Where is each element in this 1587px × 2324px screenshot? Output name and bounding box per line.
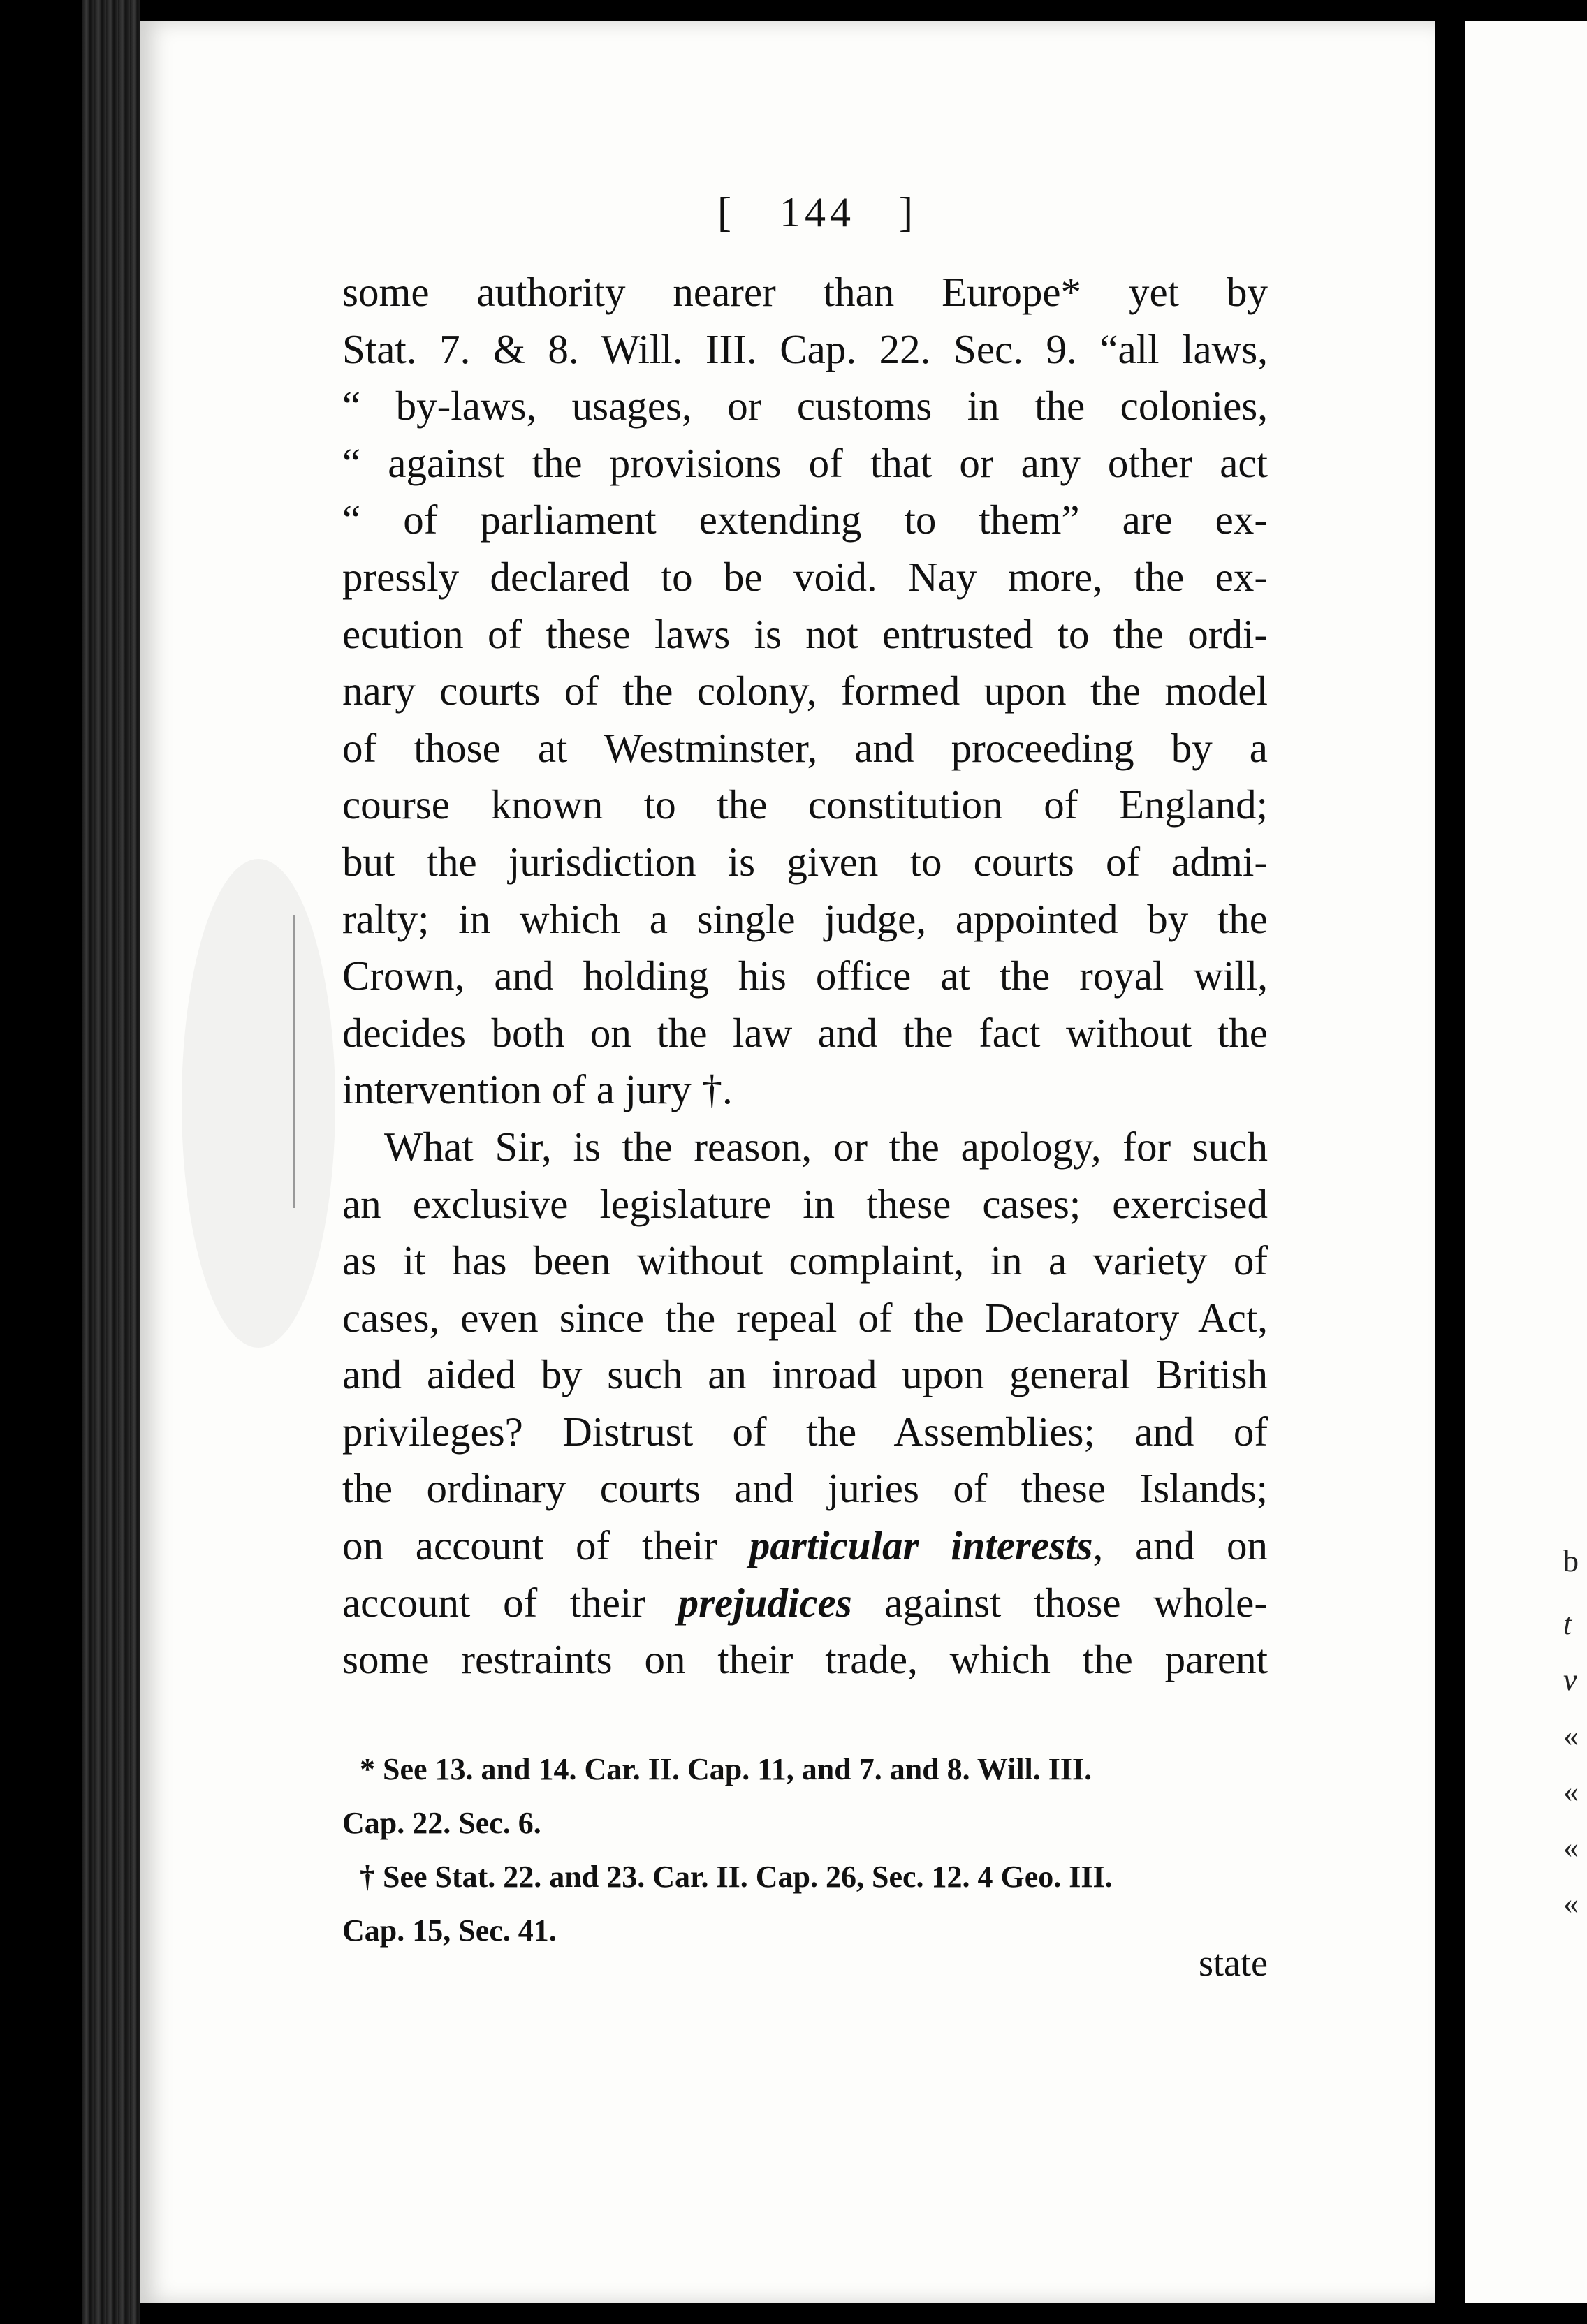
text-fragment: , and on [1092, 1522, 1268, 1569]
facing-text-fragment: « [1563, 1774, 1579, 1809]
text-line: the ordinary courts and juries of these Islands; [342, 1465, 1268, 1512]
text-line: ecution of these laws is not entrusted to the ordi- [342, 610, 1268, 657]
text-line: and aided by such an inroad upon general British [342, 1351, 1268, 1398]
text-line: some authority nearer than Europe* yet by [342, 269, 1268, 315]
facing-text-fragment: « [1563, 1886, 1579, 1920]
italic-phrase: particular interests [749, 1522, 1093, 1569]
page-number-header [699, 189, 936, 237]
footnote-line: † See Stat. 22. and 23. Car. II. Cap. 26, Sec. 12. 4 Geo. III. [360, 1860, 1113, 1894]
text-line: cases, even since the repeal of the Declaratory Act, [342, 1294, 1268, 1341]
text-line: of those at Westminster, and proceeding by a [342, 724, 1268, 771]
facing-text-fragment: « [1563, 1830, 1579, 1865]
text-line: some restraints on their trade, which the parent [342, 1636, 1268, 1683]
page-number: 144 [780, 189, 855, 235]
margin-mark [293, 915, 295, 1208]
footnote-line: Cap. 22. Sec. 6. [342, 1806, 541, 1840]
facing-text-fragment: t [1563, 1607, 1572, 1641]
facing-text-fragment: « [1563, 1719, 1579, 1753]
text-line: as it has been without complaint, in a variety of [342, 1237, 1268, 1284]
text-line: an exclusive legislature in these cases; exercised [342, 1180, 1268, 1227]
bracket-open: [ [717, 189, 736, 235]
text-line: privileges? Distrust of the Assemblies; and of [342, 1408, 1268, 1455]
facing-text-fragment: b [1563, 1544, 1579, 1578]
text-line: Stat. 7. & 8. Will. III. Cap. 22. Sec. 9. “all laws, [342, 325, 1268, 372]
text-line: “ of parliament extending to them” are ex- [342, 497, 1268, 543]
text-line: pressly declared to be void. Nay more, the ex- [342, 553, 1268, 600]
facing-text-fragment: v [1563, 1663, 1577, 1697]
text-line: ralty; in which a single judge, appointed by the [342, 895, 1268, 942]
facing-page-edge [1465, 21, 1587, 2303]
book-binding-edge [82, 0, 140, 2324]
text-line: course known to the constitution of England; [342, 781, 1268, 828]
text-fragment: on account of their [342, 1522, 718, 1569]
text-line: “ by-laws, usages, or customs in the colonies, [342, 383, 1268, 429]
footnote-line: Cap. 15, Sec. 41. [342, 1913, 557, 1948]
text-line: What Sir, is the reason, or the apology, for such [384, 1123, 1268, 1170]
footnotes [342, 1742, 1268, 1957]
text-line: but the jurisdiction is given to courts of admi- [342, 838, 1268, 885]
italic-phrase: prejudices [678, 1579, 852, 1626]
text-line: intervention of a jury †. [342, 1066, 733, 1113]
footnote-line: * See 13. and 14. Car. II. Cap. 11, and 7. and 8. Will. III. [360, 1752, 1092, 1786]
text-line: nary courts of the colony, formed upon the model [342, 668, 1268, 714]
text-fragment: account of their [342, 1579, 645, 1626]
text-line: “ against the provisions of that or any other act [342, 439, 1268, 486]
text-line: Crown, and holding his office at the royal will, [342, 953, 1268, 999]
bracket-close: ] [899, 189, 917, 235]
catchword: state [1199, 1942, 1268, 1984]
page-stain [182, 859, 335, 1348]
text-line-with-italics [342, 1575, 1268, 1632]
text-line: decides both on the law and the fact without the [342, 1009, 1268, 1056]
body-text [342, 264, 1268, 1689]
text-line-with-italics [342, 1517, 1268, 1575]
text-fragment: against those whole- [884, 1579, 1268, 1626]
